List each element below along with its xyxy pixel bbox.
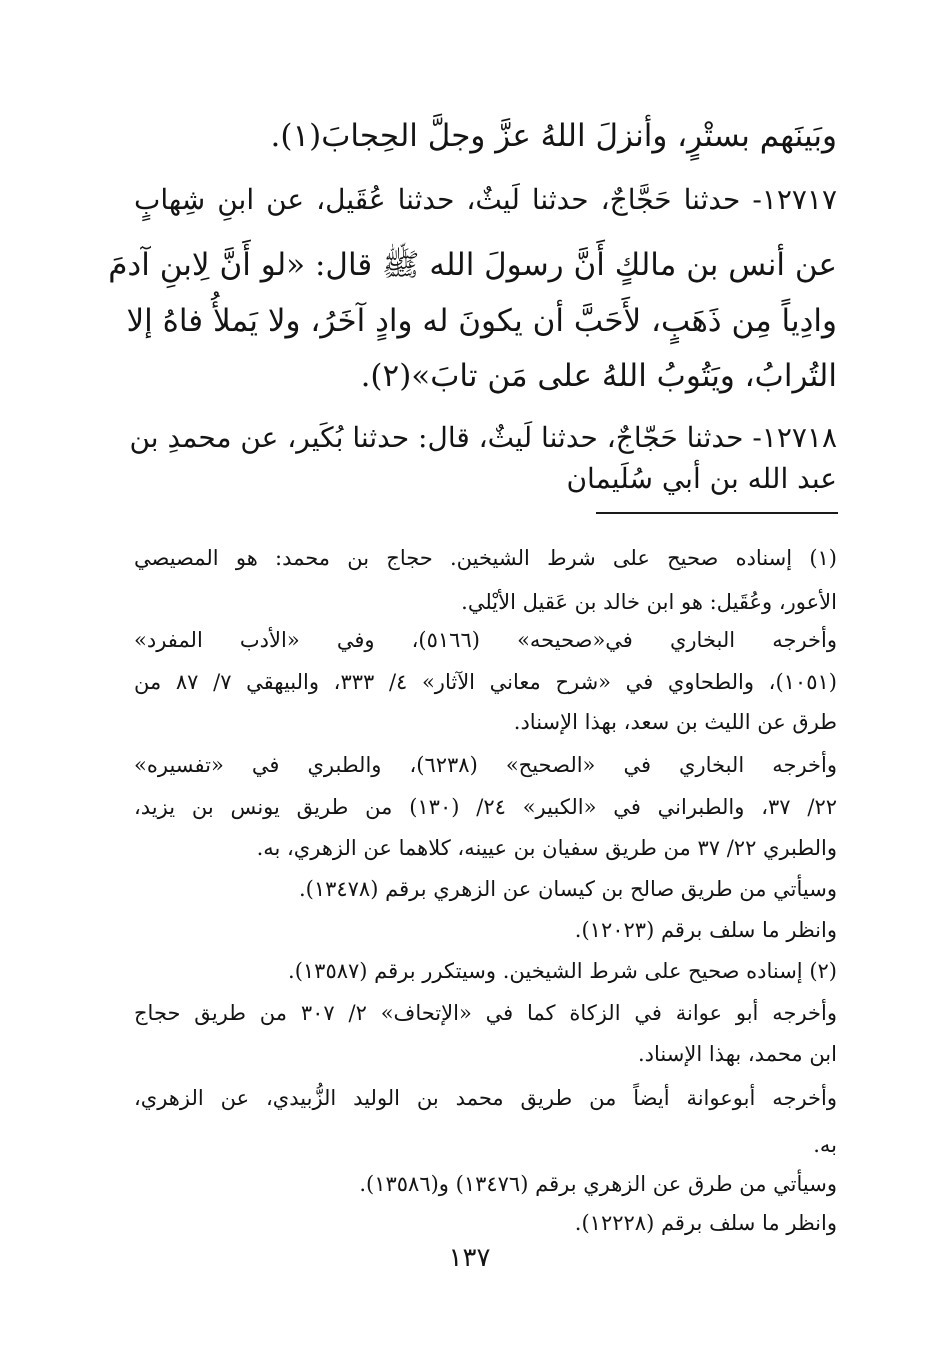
footnote-line: ٢٢/ ٣٧، والطبراني في «الكبير» ٢٤/ (١٣٠) من طريق يونس بن يزيد، [134,795,837,819]
hadith-12717-line: ١٢٧١٧- حدثنا حَجَّاجٌ، حدثنا لَيثٌ، حدثنا عُقَيل، عن ابنِ شِهابٍ [134,183,837,216]
footnote-line: وأخرجه البخاري في«صحيحه» (٥١٦٦)، وفي «الأدب المفرد» [134,628,837,652]
hadith-12717-line: التُرابُ، ويَتُوبُ اللهُ على مَن تابَ»(٢). [360,358,837,394]
footnote-separator [596,512,838,514]
footnote-line: ابن محمد، بهذا الإسناد. [638,1042,837,1066]
hadith-12717-line: عن أنس بن مالكٍ أَنَّ رسولَ الله ﷺ قال: «لو أَنَّ لِابنِ آدمَ [108,247,837,283]
footnote-line: طرق عن الليث بن سعد، بهذا الإسناد. [513,710,837,734]
footnote-line: (١) إسناده صحيح على شرط الشيخين. حجاج بن محمد: هو المصيصي [134,546,837,570]
hadith-12718-line: ١٢٧١٨- حدثنا حَجّاجٌ، حدثنا لَيثٌ، قال: حدثنا بُكَير، عن محمدِ بن [129,421,837,454]
footnote-line: والطبري ٢٢/ ٣٧ من طريق سفيان بن عيينه، كلاهما عن الزهري، به. [256,836,837,860]
footnote-line: وأخرجه أبو عوانة في الزكاة كما في «الإتحاف» ٢/ ٣٠٧ من طريق حجاج [134,1001,837,1025]
footnote-line: وأخرجه أبوعوانة أيضاً من طريق محمد بن الوليد الزُّبيدي، عن الزهري، [134,1086,837,1110]
footnote-line: وسيأتي من طريق صالح بن كيسان عن الزهري برقم (١٣٤٧٨). [298,877,837,901]
page-number: ١٣٧ [448,1243,491,1273]
footnote-line: وانظر ما سلف برقم (١٢٢٢٨). [574,1211,837,1235]
main-text-line: وبَينَهم بستْرٍ، وأنزلَ اللهُ عزَّ وجلَّ الحِجابَ(١). [270,118,837,154]
footnote-line: وأخرجه البخاري في «الصحيح» (٦٢٣٨)، والطبري في «تفسيره» [134,753,837,777]
footnote-line: وسيأتي من طرق عن الزهري برقم (١٣٤٧٦) و(١٣٥٨٦). [359,1172,837,1196]
footnote-line: (١٠٥١)، والطحاوي في «شرح معاني الآثار» ٤/ ٣٣٣، والبيهقي ٧/ ٨٧ من [134,670,837,694]
footnote-line: وانظر ما سلف برقم (١٢٠٢٣). [574,918,837,942]
footnote-line: (٢) إسناده صحيح على شرط الشيخين. وسيتكرر برقم (١٣٥٨٧). [288,959,837,983]
footnote-line: به. [813,1133,837,1157]
hadith-12717-line: وادِياً مِن ذَهَبٍ، لأَحَبَّ أن يكونَ له وادٍ آخَرُ، ولا يَملأُ فاهُ إلا [126,303,837,339]
footnote-line: الأعور، وعُقَيل: هو ابن خالد بن عَقيل الأيْلي. [461,590,837,614]
hadith-12718-line: عبد الله بن أبي سُلَيمان [566,462,837,495]
